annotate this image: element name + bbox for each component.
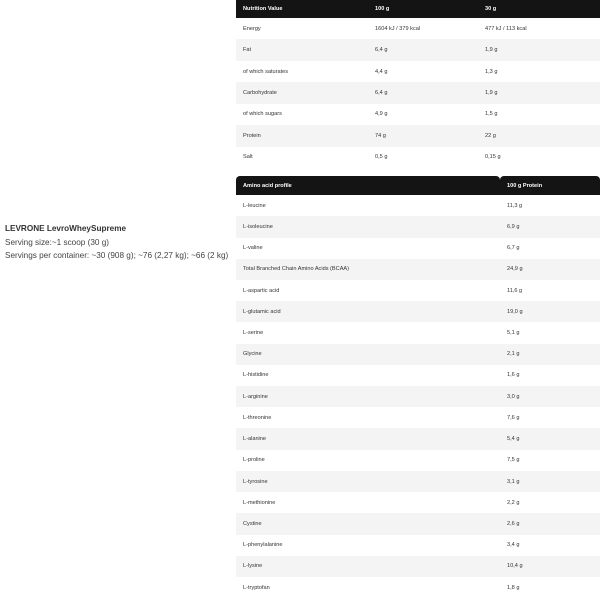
row-value: 6,4 g: [368, 82, 478, 103]
serving-size: Serving size:~1 scoop (30 g): [5, 237, 109, 247]
nutrition-header-name: Nutrition Value: [236, 0, 368, 18]
row-value: 3,1 g: [500, 471, 600, 492]
nutrition-header-30g: 30 g: [478, 0, 600, 18]
row-label: Glycine: [236, 344, 500, 365]
row-label: Carbohydrate: [236, 82, 368, 103]
row-value: 2,6 g: [500, 513, 600, 534]
row-label: of which saturates: [236, 61, 368, 82]
amino-table: [236, 176, 600, 598]
table-row: [236, 344, 600, 365]
amino-header-row: [236, 176, 600, 195]
row-value: 1,5 g: [478, 104, 600, 125]
row-label: L-glutamic acid: [236, 301, 500, 322]
nutrition-header-100g: 100 g: [368, 0, 478, 18]
row-value: 3,4 g: [500, 535, 600, 556]
row-value: 5,4 g: [500, 428, 600, 449]
table-row: [236, 195, 600, 216]
row-value: 11,6 g: [500, 280, 600, 301]
row-label: of which sugars: [236, 104, 368, 125]
row-value: 2,1 g: [500, 344, 600, 365]
table-row: [236, 61, 600, 82]
row-value: 74 g: [368, 125, 478, 146]
row-value: 19,0 g: [500, 301, 600, 322]
table-row: [236, 82, 600, 103]
row-value: 1,9 g: [478, 39, 600, 60]
row-value: 1,6 g: [500, 365, 600, 386]
row-value: 4,9 g: [368, 104, 478, 125]
table-row: [236, 365, 600, 386]
amino-header-value: 100 g Protein: [500, 176, 600, 195]
row-value: 10,4 g: [500, 556, 600, 577]
table-row: [236, 492, 600, 513]
table-row: [236, 428, 600, 449]
table-row: [236, 577, 600, 598]
table-row: [236, 386, 600, 407]
row-value: 0,5 g: [368, 147, 478, 168]
row-value: 7,5 g: [500, 450, 600, 471]
nutrition-header-row: [236, 0, 600, 18]
row-label: Total Branched Chain Amino Acids (BCAA): [236, 259, 500, 280]
table-row: [236, 125, 600, 146]
table-row: [236, 39, 600, 60]
table-row: [236, 535, 600, 556]
amino-header-name: Amino acid profile: [236, 176, 500, 195]
table-row: [236, 556, 600, 577]
row-label: L-valine: [236, 238, 500, 259]
nutrition-table: [236, 0, 600, 168]
row-value: 1,8 g: [500, 577, 600, 598]
row-value: 4,4 g: [368, 61, 478, 82]
row-value: 0,15 g: [478, 147, 600, 168]
row-label: L-isoleucine: [236, 216, 500, 237]
row-label: L-threonine: [236, 407, 500, 428]
row-label: L-alanine: [236, 428, 500, 449]
row-label: Energy: [236, 18, 368, 39]
table-row: [236, 407, 600, 428]
row-value: 1,3 g: [478, 61, 600, 82]
row-value: 7,6 g: [500, 407, 600, 428]
row-value: 5,1 g: [500, 322, 600, 343]
servings-per-container: Servings per container: ~30 (908 g); ~76 (2,27 kg); ~66 (2 kg): [5, 251, 229, 260]
table-row: [236, 259, 600, 280]
row-label: L-histidine: [236, 365, 500, 386]
table-row: [236, 513, 600, 534]
table-spacer: [236, 168, 600, 176]
row-value: 22 g: [478, 125, 600, 146]
table-row: [236, 322, 600, 343]
row-value: 6,7 g: [500, 238, 600, 259]
row-value: 6,4 g: [368, 39, 478, 60]
product-name: LEVRONE LevroWheySupreme: [5, 224, 127, 233]
table-row: [236, 104, 600, 125]
row-value: 6,9 g: [500, 216, 600, 237]
row-label: L-tryptofan: [236, 577, 500, 598]
table-row: [236, 471, 600, 492]
row-label: Salt: [236, 147, 368, 168]
row-label: L-phenylalanine: [236, 535, 500, 556]
row-label: L-methionine: [236, 492, 500, 513]
row-label: L-lysine: [236, 556, 500, 577]
table-row: [236, 450, 600, 471]
row-label: L-aspartic acid: [236, 280, 500, 301]
row-value: 11,3 g: [500, 195, 600, 216]
tables-container: [236, 0, 600, 598]
row-value: 2,2 g: [500, 492, 600, 513]
table-row: [236, 18, 600, 39]
table-row: [236, 301, 600, 322]
table-row: [236, 216, 600, 237]
row-label: Fat: [236, 39, 368, 60]
row-value: 24,9 g: [500, 259, 600, 280]
row-label: L-serine: [236, 322, 500, 343]
row-value: 3,0 g: [500, 386, 600, 407]
row-value: 477 kJ / 113 kcal: [478, 18, 600, 39]
row-label: L-arginine: [236, 386, 500, 407]
row-label: L-leucine: [236, 195, 500, 216]
row-value: 1604 kJ / 379 kcal: [368, 18, 478, 39]
table-row: [236, 280, 600, 301]
table-row: [236, 147, 600, 168]
row-label: Protein: [236, 125, 368, 146]
row-label: L-tyrosine: [236, 471, 500, 492]
row-label: L-proline: [236, 450, 500, 471]
row-label: Cystine: [236, 513, 500, 534]
product-info: [5, 222, 233, 263]
row-value: 1,9 g: [478, 82, 600, 103]
table-row: [236, 238, 600, 259]
